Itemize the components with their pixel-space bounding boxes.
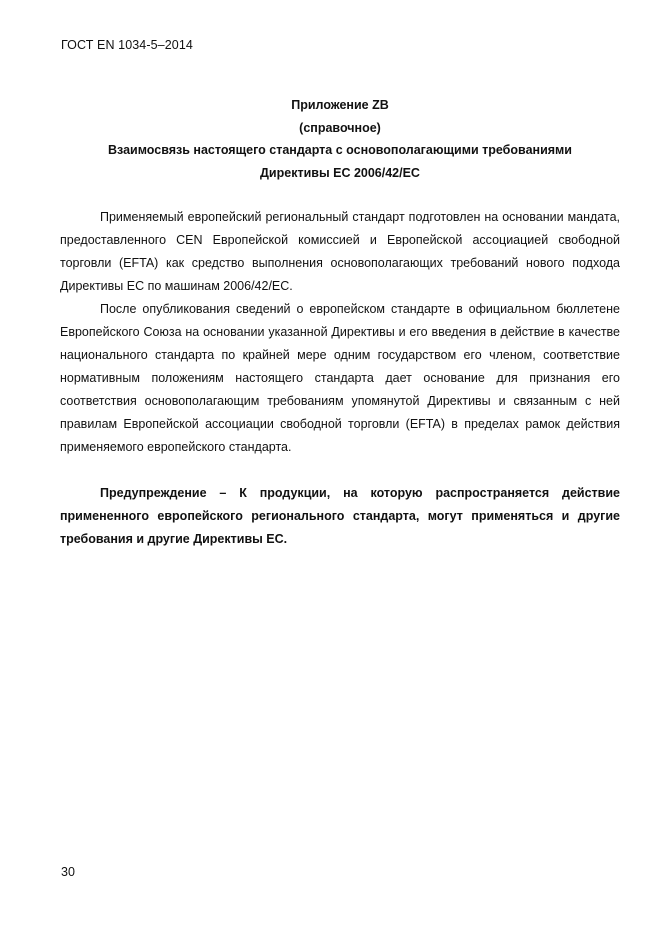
document-header: ГОСТ EN 1034-5–2014 xyxy=(61,38,193,52)
warning-block xyxy=(60,482,620,551)
warning-paragraph: Предупреждение – К продукции, на которую распространяется действие примененного европейского регионального стандарта, могут применяться и другие требования и другие Директивы ЕС. xyxy=(60,486,620,546)
body-paragraphs xyxy=(60,206,620,459)
page-number: 30 xyxy=(61,865,75,879)
annex-heading-line-2: Директивы ЕС 2006/42/ЕС xyxy=(260,165,420,180)
annex-subtitle: (справочное) xyxy=(299,120,381,135)
annex-title: Приложение ZB xyxy=(291,98,389,112)
paragraph-2: После опубликования сведений о европейском стандарте в официальном бюллетене Европейского Союза на основании указанной Директивы и его введения в действие в качестве национального стандарта по крайней мере одним государством его членом, соответствие нормативным положениям настоящего стандарта дает основание для признания его соответствия основополагающим требованиям упомянутой Директивы и связанным с ней правилам Европейской ассоциации свободной торговли (EFTA) в пределах рамок действия применяемого европейского стандарта. xyxy=(60,302,620,454)
paragraph-1: Применяемый европейский региональный стандарт подготовлен на основании мандата, предоставленного CEN Европейской комиссией и Европейской ассоциацией свободной торговли (EFTA) как средство выполнения основополагающих требований нового подхода Директивы ЕС по машинам 2006/42/ЕС. xyxy=(60,210,620,293)
annex-title-block xyxy=(60,94,620,184)
annex-heading-line-1: Взаимосвязь настоящего стандарта с основополагающими требованиями xyxy=(108,143,572,157)
